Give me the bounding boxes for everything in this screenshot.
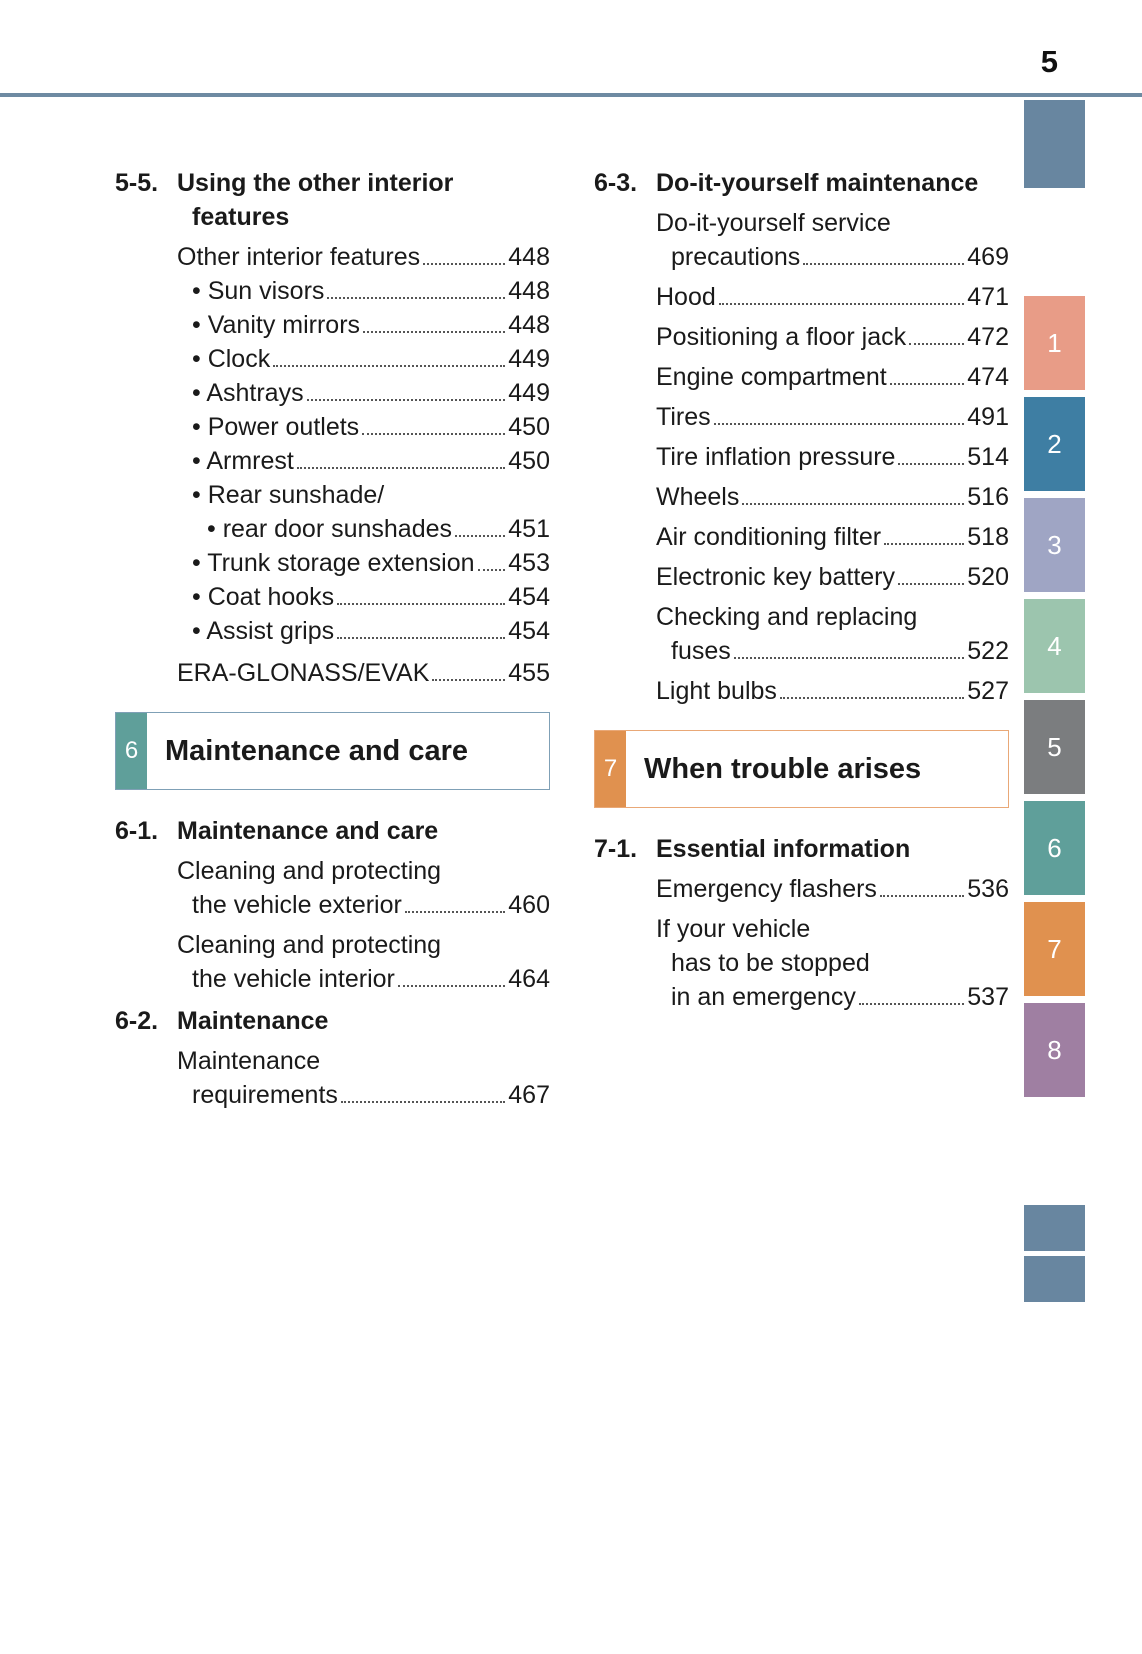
- toc-entry[interactable]: Wheels 516: [656, 483, 1009, 511]
- toc-entry-vehicle-stopped[interactable]: If your vehicle has to be stopped in an emergency 537: [656, 915, 1009, 1011]
- toc-entry[interactable]: Tire inflation pressure 514: [656, 443, 1009, 471]
- chapter-tab-7[interactable]: 7: [1024, 902, 1085, 996]
- toc-entry-rear-sunshade[interactable]: • Rear sunshade/ • rear door sunshades 451: [192, 478, 550, 546]
- toc-entry[interactable]: Tires 491: [656, 403, 1009, 431]
- section-title: Using the other interior features: [177, 169, 454, 231]
- page-number: 5: [1040, 44, 1058, 79]
- toc-entry[interactable]: Electronic key battery 520: [656, 563, 1009, 591]
- chapter-7-title: When trouble arises: [644, 752, 922, 785]
- toc-entry[interactable]: • Clock 449: [192, 342, 550, 376]
- toc-entry-maintenance-requirements[interactable]: Maintenance requirements 467: [177, 1047, 550, 1109]
- toc-entry-fuses[interactable]: Checking and replacing fuses 522: [656, 603, 1009, 665]
- chapter-6-box: [115, 712, 550, 790]
- section-number: 5-5.: [115, 169, 159, 197]
- chapter-6-title: Maintenance and care: [165, 734, 468, 767]
- chapter-tab-1[interactable]: 1: [1024, 296, 1085, 390]
- section-6-3-heading: 6-3. Do-it-yourself maintenance: [594, 169, 979, 197]
- chapter-tab-4[interactable]: 4: [1024, 599, 1085, 693]
- section-6-1-heading: 6-1. Maintenance and care: [115, 817, 439, 845]
- toc-entry-cleaning-interior[interactable]: Cleaning and protecting the vehicle interior 464: [177, 931, 550, 993]
- blank-tab[interactable]: [1024, 1205, 1085, 1251]
- left-column: [115, 160, 550, 1112]
- toc-entry-light-bulbs[interactable]: Light bulbs 527: [656, 677, 1009, 705]
- chapter-tab-6[interactable]: 6: [1024, 801, 1085, 895]
- toc-entry[interactable]: • Coat hooks 454: [192, 580, 550, 614]
- toc-entry[interactable]: • Assist grips 454: [192, 614, 550, 648]
- chapter-6-number: 6: [116, 713, 147, 789]
- section-7-1-heading: 7-1. Essential information: [594, 835, 911, 863]
- toc-entry[interactable]: • Trunk storage extension 453: [192, 546, 550, 580]
- toc-entry[interactable]: Engine compartment 474: [656, 363, 1009, 391]
- chapter-7-box: [594, 730, 1009, 808]
- toc-entry[interactable]: • Ashtrays 449: [192, 376, 550, 410]
- toc-entry[interactable]: • Vanity mirrors 448: [192, 308, 550, 342]
- chapter-tab-3[interactable]: 3: [1024, 498, 1085, 592]
- toc-entry-emergency-flashers[interactable]: Emergency flashers 536: [656, 875, 1009, 903]
- section-6-2-heading: 6-2. Maintenance: [115, 1007, 329, 1035]
- blank-tab[interactable]: [1024, 100, 1085, 188]
- toc-entry-diy-precautions[interactable]: Do-it-yourself service precautions 469: [656, 209, 1009, 271]
- chapter-tab-8[interactable]: 8: [1024, 1003, 1085, 1097]
- toc-entry[interactable]: • Power outlets 450: [192, 410, 550, 444]
- toc-entry-cleaning-exterior[interactable]: Cleaning and protecting the vehicle exterior 460: [177, 857, 550, 919]
- toc-entry[interactable]: Positioning a floor jack 472: [656, 323, 1009, 351]
- right-column: [594, 160, 1009, 1014]
- chapter-tab-5[interactable]: 5: [1024, 700, 1085, 794]
- chapter-7-number: 7: [595, 731, 626, 807]
- top-rule: [0, 93, 1142, 97]
- toc-entry[interactable]: Hood 471: [656, 283, 1009, 311]
- toc-entry[interactable]: • Armrest 450: [192, 444, 550, 478]
- section-5-5-heading: [115, 166, 550, 234]
- blank-tab[interactable]: [1024, 1256, 1085, 1302]
- chapter-tab-2[interactable]: 2: [1024, 397, 1085, 491]
- toc-entry-other-interior[interactable]: Other interior features 448: [177, 243, 550, 271]
- toc-entry[interactable]: • Sun visors 448: [192, 274, 550, 308]
- toc-entry[interactable]: Air conditioning filter 518: [656, 523, 1009, 551]
- toc-entry-era-glonass[interactable]: ERA-GLONASS/EVAK 455: [177, 659, 550, 687]
